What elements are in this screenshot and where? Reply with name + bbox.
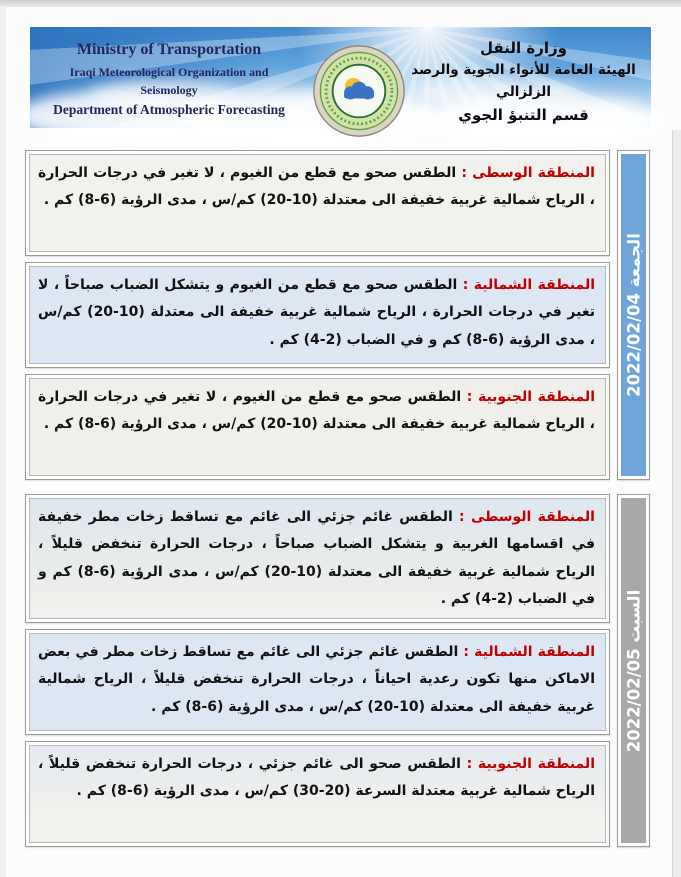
met-organization-seal-icon (312, 44, 406, 138)
region-title: المنطقة الوسطى (472, 165, 595, 181)
forecast-box-southern-friday (25, 374, 610, 480)
forecast-paragraph (38, 384, 595, 439)
ministry-name-ar: وزارة النقل (480, 39, 567, 57)
date-bar-friday (617, 150, 650, 480)
forecast-text: الطقس غائم جزئي الى غائم مع تساقط زخات مطر في بعض الاماكن منها تكون رعدية احياناً ، درجات الحرارة تنخفض قليلاً ، الرياح شمالية غربية خفيفة الى معتدلة (10-20) كم/س ، مدى الرؤية (6-8) كم . (38, 644, 595, 715)
ministry-header-arabic (406, 36, 641, 127)
day-date: 2022/02/04 (624, 292, 643, 397)
forecast-text: الطقس صحو مع قطع من الغيوم ، لا تغير في درجات الحرارة ، الرياح شمالية غربية خفيفة الى معتدلة (10-20) كم/س ، مدى الرؤية (6-8) كم . (38, 165, 595, 209)
forecast-box-northern-friday (25, 262, 610, 368)
region-separator: : (460, 756, 478, 773)
department-name-en: Department of Atmospheric Forecasting (53, 101, 285, 117)
ministry-header-english (44, 38, 294, 121)
region-separator: : (461, 389, 478, 405)
region-title: المنطقة الشمالية (473, 277, 595, 293)
forecast-text: الطقس صحو مع قطع من الغيوم ، لا تغير في درجات الحرارة ، الرياح شمالية غربية خفيفة الى معتدلة (10-20) كم/س ، مدى الرؤية (6-8) كم . (38, 389, 595, 433)
forecast-paragraph (38, 504, 595, 613)
organization-name-ar: الهيئة العامة للأنواء الجوية والرصد الزلزالي (411, 62, 636, 100)
region-title: المنطقة الشمالية (474, 644, 595, 661)
region-title: المنطقة الجنوبية (477, 756, 595, 773)
region-separator: : (452, 509, 471, 525)
forecast-paragraph (38, 639, 595, 721)
forecast-boxes-saturday (25, 494, 610, 847)
forecast-boxes-friday (25, 150, 610, 480)
day-group-friday (25, 150, 650, 480)
scan-right-edge (672, 130, 681, 877)
region-title: المنطقة الوسطى (470, 509, 595, 525)
ministry-name-en: Ministry of Transportation (76, 41, 262, 58)
date-bar-saturday (617, 494, 650, 847)
region-separator: : (456, 165, 473, 181)
forecast-paragraph (38, 160, 595, 215)
forecast-text: الطقس صحو مع قطع من الغيوم و يتشكل الضباب صباحاً ، لا تغير في درجات الحرارة ، الرياح شمالية غربية خفيفة الى معتدلة (10-20) كم/س ، مدى الرؤية (6-8) كم و في الضباب (2-4) كم . (38, 277, 595, 348)
date-bar-label (624, 589, 643, 752)
forecast-text: الطقس غائم جزئي الى غائم مع تساقط زخات مطر خفيفة في اقسامها الغربية و يتشكل الضباب صباحاً ، درجات الحرارة تنخفض قليلاً ، الرياح شمالية غربية خفيفة الى معتدلة (10-20) كم/س ، مدى الرؤية (6-8) كم و في الضباب (2-4) كم . (38, 509, 595, 607)
forecast-box-central-saturday (25, 494, 610, 623)
forecast-text: الطقس صحو الى غائم جزئي ، درجات الحرارة تنخفض قليلاً ، الرياح شمالية غربية معتدلة السرعة (20-30) كم/س ، مدى الرؤية (6-8) كم . (38, 756, 595, 800)
region-separator: : (458, 644, 475, 661)
day-date: 2022/02/05 (624, 647, 643, 752)
scan-left-edge (0, 7, 6, 877)
organization-name-en: Iraqi Meteorological Organization and Seismology (69, 64, 269, 98)
forecast-content (25, 150, 650, 847)
forecast-box-southern-saturday (25, 741, 610, 847)
day-name: السبت (624, 589, 643, 643)
forecast-paragraph (38, 272, 595, 354)
forecast-box-central-friday (25, 150, 610, 256)
forecast-box-northern-saturday (25, 629, 610, 735)
region-title: المنطقة الجنوبية (477, 389, 595, 405)
day-name: الجمعة (624, 233, 643, 288)
scan-top-edge (0, 0, 681, 7)
forecast-paragraph (38, 751, 595, 806)
date-bar-label (624, 233, 643, 397)
day-group-saturday (25, 494, 650, 847)
department-name-ar: قسم التنبؤ الجوي (458, 106, 589, 125)
region-separator: : (457, 277, 474, 293)
header-banner (30, 27, 651, 128)
